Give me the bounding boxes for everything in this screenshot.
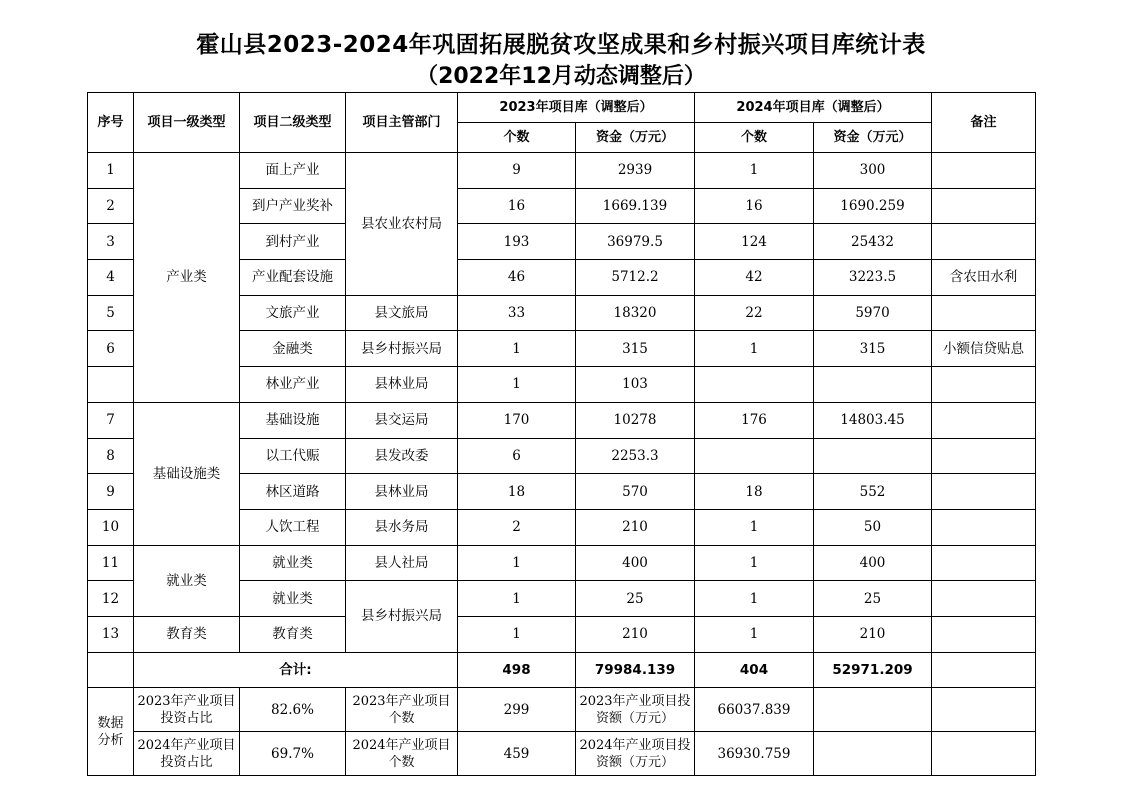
page-subtitle: （2022年12月动态调整后） [416,64,706,89]
table-row [88,616,1036,652]
dept-agri: 县农业农村局 [346,153,458,296]
amount-2023: 66037.839 [695,688,814,732]
cell-seq [88,367,134,403]
cell-count-2024: 176 [695,402,814,438]
cell-type2: 林业产业 [240,367,346,403]
analysis-empty [814,732,932,776]
cell-count-2023: 1 [458,581,576,617]
dept-culture: 县文旅局 [346,295,458,331]
cell-fund-2024: 552 [814,474,932,510]
cell-type2: 人饮工程 [240,509,346,545]
total-fund-2024: 52971.209 [814,652,932,688]
cell-count-2024 [695,438,814,474]
cell-fund-2024: 400 [814,545,932,581]
cell-seq: 7 [88,402,134,438]
dept-reform: 县发改委 [346,438,458,474]
cell-count-2024: 42 [695,260,814,296]
cell-fund-2023: 2939 [576,153,695,189]
table-row [88,402,1036,438]
cell-count-2024: 1 [695,616,814,652]
header-count-2023: 个数 [458,123,576,153]
cell-seq: 12 [88,581,134,617]
cell-seq: 5 [88,295,134,331]
cell-remark [932,438,1036,474]
analysis-empty [814,688,932,732]
total-seq [88,652,134,688]
cell-count-2023: 193 [458,224,576,260]
cell-seq: 13 [88,616,134,652]
header-row [88,93,1036,123]
cell-fund-2023: 18320 [576,295,695,331]
total-remark [932,652,1036,688]
ratio-2023: 82.6% [240,688,346,732]
cell-type2: 就业类 [240,545,346,581]
cell-remark [932,509,1036,545]
cell-fund-2024: 300 [814,153,932,189]
cell-seq: 9 [88,474,134,510]
cell-fund-2024: 25432 [814,224,932,260]
cell-seq: 10 [88,509,134,545]
header-type2: 项目二级类型 [240,93,346,153]
cell-count-2023: 46 [458,260,576,296]
table-row [88,545,1036,581]
header-type1: 项目一级类型 [134,93,240,153]
cell-fund-2023: 5712.2 [576,260,695,296]
table-row [88,153,1036,189]
total-row [88,652,1036,688]
cell-fund-2023: 25 [576,581,695,617]
cell-seq: 6 [88,331,134,367]
cell-seq: 4 [88,260,134,296]
cell-remark [932,224,1036,260]
cell-seq: 3 [88,224,134,260]
cell-fund-2024: 14803.45 [814,402,932,438]
header-count-2024: 个数 [695,123,814,153]
cell-count-2023: 1 [458,616,576,652]
cell-count-2023: 1 [458,331,576,367]
cell-seq: 8 [88,438,134,474]
cell-remark: 小额信贷贴息 [932,331,1036,367]
cell-count-2023: 170 [458,402,576,438]
dept-rural: 县乡村振兴局 [346,581,458,652]
cell-type2: 就业类 [240,581,346,617]
header-dept: 项目主管部门 [346,93,458,153]
cell-seq: 2 [88,188,134,224]
analysis-empty [932,732,1036,776]
cell-fund-2023: 210 [576,509,695,545]
cell-remark: 含农田水利 [932,260,1036,296]
group-edu: 教育类 [134,616,240,652]
cell-fund-2023: 36979.5 [576,224,695,260]
cell-count-2024: 1 [695,153,814,189]
cell-fund-2024: 3223.5 [814,260,932,296]
cell-type2: 到村产业 [240,224,346,260]
cell-type2: 文旅产业 [240,295,346,331]
cell-type2: 产业配套设施 [240,260,346,296]
cell-type2: 到户产业奖补 [240,188,346,224]
count-2023: 299 [458,688,576,732]
group-industry: 产业类 [134,153,240,403]
cell-fund-2023: 400 [576,545,695,581]
cell-remark [932,545,1036,581]
cell-fund-2023: 1669.139 [576,188,695,224]
cell-remark [932,188,1036,224]
amount-label-2024: 2024年产业项目投资额（万元） [576,732,695,776]
amount-label-2023: 2023年产业项目投资额（万元） [576,688,695,732]
cell-count-2024: 1 [695,509,814,545]
cell-type2: 金融类 [240,331,346,367]
analysis-row [88,688,1036,732]
group-employ: 就业类 [134,545,240,616]
cell-count-2023: 2 [458,509,576,545]
page-title: 霍山县2023-2024年巩固拓展脱贫攻坚成果和乡村振兴项目库统计表 [196,32,926,58]
cell-count-2024: 124 [695,224,814,260]
analysis-row [88,732,1036,776]
header-fund-2023: 资金（万元） [576,123,695,153]
dept-forest: 县林业局 [346,474,458,510]
cell-remark [932,295,1036,331]
analysis-label: 数据分析 [88,688,134,776]
header-seq: 序号 [88,93,134,153]
cell-fund-2024: 5970 [814,295,932,331]
cell-count-2023: 1 [458,545,576,581]
cell-fund-2023: 2253.3 [576,438,695,474]
count-label-2023: 2023年产业项目个数 [346,688,458,732]
cell-remark [932,616,1036,652]
cell-fund-2023: 103 [576,367,695,403]
dept-rural: 县乡村振兴局 [346,331,458,367]
cell-remark [932,402,1036,438]
cell-type2: 基础设施 [240,402,346,438]
cell-fund-2024 [814,367,932,403]
cell-count-2023: 6 [458,438,576,474]
dept-transport: 县交运局 [346,402,458,438]
cell-count-2023: 18 [458,474,576,510]
cell-fund-2023: 315 [576,331,695,367]
total-count-2024: 404 [695,652,814,688]
cell-remark [932,367,1036,403]
cell-type2: 面上产业 [240,153,346,189]
count-label-2024: 2024年产业项目个数 [346,732,458,776]
header-lib-2024: 2024年项目库（调整后） [695,93,932,123]
cell-count-2024: 1 [695,331,814,367]
header-remark: 备注 [932,93,1036,153]
cell-count-2024: 1 [695,545,814,581]
ratio-label-2023: 2023年产业项目投资占比 [134,688,240,732]
cell-type2: 教育类 [240,616,346,652]
dept-water: 县水务局 [346,509,458,545]
cell-type2: 林区道路 [240,474,346,510]
project-table [87,92,1036,776]
cell-seq: 11 [88,545,134,581]
cell-count-2024: 1 [695,581,814,617]
count-2024: 459 [458,732,576,776]
cell-fund-2023: 210 [576,616,695,652]
cell-count-2024: 18 [695,474,814,510]
cell-seq: 1 [88,153,134,189]
ratio-label-2024: 2024年产业项目投资占比 [134,732,240,776]
dept-hr: 县人社局 [346,545,458,581]
cell-type2: 以工代赈 [240,438,346,474]
header-fund-2024: 资金（万元） [814,123,932,153]
cell-fund-2024: 210 [814,616,932,652]
cell-fund-2024: 50 [814,509,932,545]
cell-fund-2024: 25 [814,581,932,617]
cell-fund-2023: 570 [576,474,695,510]
header-lib-2023: 2023年项目库（调整后） [458,93,695,123]
dept-forest: 县林业局 [346,367,458,403]
amount-2024: 36930.759 [695,732,814,776]
cell-remark [932,474,1036,510]
cell-fund-2024 [814,438,932,474]
cell-count-2023: 16 [458,188,576,224]
ratio-2024: 69.7% [240,732,346,776]
cell-fund-2024: 1690.259 [814,188,932,224]
cell-remark [932,581,1036,617]
total-count-2023: 498 [458,652,576,688]
cell-count-2024 [695,367,814,403]
analysis-empty [932,688,1036,732]
cell-remark [932,153,1036,189]
cell-count-2024: 16 [695,188,814,224]
cell-count-2023: 9 [458,153,576,189]
total-fund-2023: 79984.139 [576,652,695,688]
cell-count-2023: 33 [458,295,576,331]
cell-count-2023: 1 [458,367,576,403]
cell-fund-2024: 315 [814,331,932,367]
group-infra: 基础设施类 [134,402,240,545]
total-label: 合计: [134,652,458,688]
cell-count-2024: 22 [695,295,814,331]
cell-fund-2023: 10278 [576,402,695,438]
